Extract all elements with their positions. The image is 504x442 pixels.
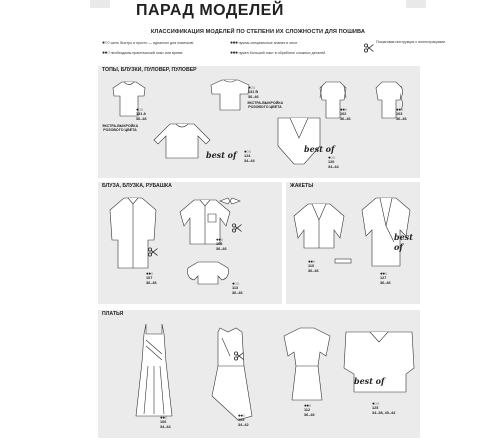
corner-tab-right xyxy=(406,0,426,8)
model-103-label: ●●○ 103 36–46 xyxy=(396,107,407,121)
model-131b-label: ●○○ 131 B 36–46 xyxy=(248,85,259,99)
garment-110-belt xyxy=(334,258,352,264)
corner-tab-left xyxy=(90,0,110,8)
legend-item-medium: ●●○необходимы практический опыт или время xyxy=(102,50,183,56)
model-110-label: ●●○ 110 36–46 xyxy=(308,259,319,273)
model-131a-label: ●○○ 131 A 36–46 xyxy=(136,107,147,121)
model-124-label: ●○○ 124 34–44 xyxy=(244,149,255,163)
model-107-label: ●●○ 107 36–46 xyxy=(146,271,157,285)
model-131b-note: ЭКСТРА-ВЫКРОЙКА РОЗОВОГО ЦВЕТА xyxy=(246,101,284,110)
scissors-icon xyxy=(148,244,158,262)
scissors-icon xyxy=(234,348,244,366)
section-title: ТОПЫ, БЛУЗКИ, ПУЛОВЕР, ПУЛОВЕР xyxy=(102,67,197,73)
best-of-badge: best of xyxy=(304,144,335,154)
section-title: ПЛАТЬЯ xyxy=(102,311,124,317)
garment-126-pullover xyxy=(274,116,324,166)
section-title: ЖАКЕТЫ xyxy=(290,183,314,189)
garment-113-blouse xyxy=(186,258,230,286)
model-112-label: ●●○ 112 36–46 xyxy=(304,403,315,417)
section-tops xyxy=(98,66,420,178)
garment-131b-top xyxy=(210,78,250,112)
model-127-label: ●●○ 127 36–46 xyxy=(380,271,391,285)
best-of-badge: best of xyxy=(394,232,413,252)
section-title: БЛУЗА, БЛУЗКА, РУБАШКА xyxy=(102,183,172,189)
garment-109-dress xyxy=(208,326,254,422)
garment-108-bow xyxy=(218,196,242,206)
garment-106-dress xyxy=(134,322,174,418)
model-131a-note: ЭКСТРА-ВЫКРОЙКА РОЗОВОГО ЦВЕТА xyxy=(101,124,139,133)
section-dresses xyxy=(98,310,420,438)
model-106-label: ●●○ 106 34–44 xyxy=(160,415,171,429)
model-102-label: ●●○ 102 36–46 xyxy=(340,107,351,121)
best-of-badge: best of xyxy=(354,376,385,386)
model-108-label: ●●○ 108 36–46 xyxy=(216,237,227,251)
garment-124-blouse xyxy=(152,122,212,162)
garment-112-dress xyxy=(282,326,332,402)
section-jackets xyxy=(286,182,420,304)
model-126-label: ●○○ 126 34–44 xyxy=(328,155,339,169)
model-125-label: ●○○ 125 34–38, 40–44 xyxy=(372,401,396,415)
legend-item-hard: ●●●нужны специальные знания и опыт xyxy=(230,40,298,46)
page-subtitle: КЛАССИФИКАЦИЯ МОДЕЛЕЙ ПО СТЕПЕНИ ИХ СЛОЖНОСТИ ДЛЯ ПОШИВА xyxy=(150,29,366,35)
section-blouses xyxy=(98,182,282,304)
magazine-page xyxy=(90,0,445,442)
best-of-badge: best of xyxy=(206,150,237,160)
legend-item-easy: ●○○шить быстро и просто — идеально для новичков! xyxy=(102,40,194,46)
garment-110-jacket xyxy=(292,202,346,250)
scissors-icon xyxy=(364,40,374,58)
model-109-label: ●●○ 109 34–42 xyxy=(238,413,249,427)
legend-instructions: Пошаговая инструкция с иллюстрациями xyxy=(376,40,445,44)
model-113-label: ●○○ 113 36–46 xyxy=(232,281,243,295)
legend-item-expert: ●●●нужен большой опыт в обработке сложных деталей xyxy=(230,50,326,56)
page-title: ПАРАД МОДЕЛЕЙ xyxy=(130,2,290,20)
scissors-icon xyxy=(232,220,242,238)
